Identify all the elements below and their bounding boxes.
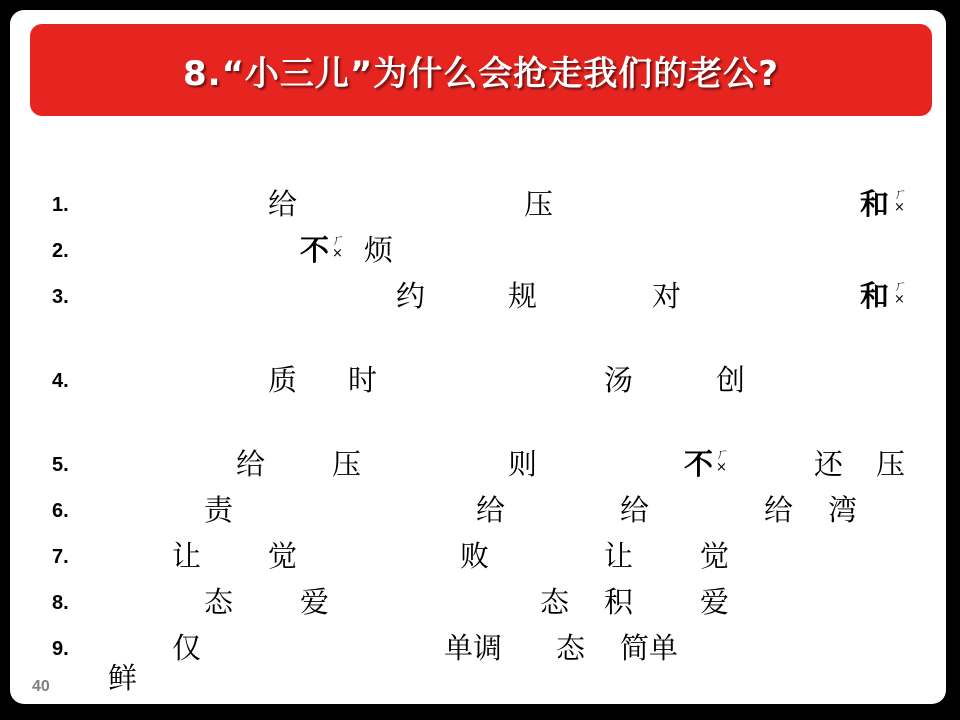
list-char: 态 [204,585,234,619]
list-item [10,358,946,398]
list-char: 让 [172,539,202,573]
list-char: 给 [620,493,650,527]
list-char: 对 [652,279,682,313]
list-char: 不 [300,233,330,267]
list-char: 汤 [604,363,634,397]
glyph-fragment: ㄏ [332,233,346,248]
list-number: 4. [52,370,69,392]
list-number: 7. [52,546,69,568]
list-char: 烦 [364,233,394,267]
page-number: 40 [32,678,50,695]
list-char: 爱 [300,585,330,619]
list-char: 约 [396,279,426,313]
list-char: 觉 [700,539,730,573]
list-char: 觉 [268,539,298,573]
list-number: 2. [52,240,69,262]
list-char: 湾 [828,493,858,527]
slide-title: 8.“小三儿”为什么会抢走我们的老公? [183,53,779,94]
list-item [10,182,946,222]
list-char: 败 [460,539,490,573]
list-char: 压 [524,187,554,221]
list-char: 给 [268,187,298,221]
list-item [10,228,946,268]
glyph-fragment: × [894,200,905,215]
list-char: 态 [556,631,586,665]
glyph-fragment: × [894,292,905,307]
list-item [10,442,946,482]
list-item [10,580,946,620]
list-number: 3. [52,286,69,308]
title-banner [30,24,932,116]
list-char: 爱 [700,585,730,619]
list-char: 给 [236,447,266,481]
list-char: 简单 [620,631,679,665]
list-char: 压 [332,447,362,481]
list-char: 单调 [444,631,503,665]
list-char: 积 [604,585,634,619]
list-char: 创 [716,363,746,397]
list-char: 和 [860,279,890,313]
list-item [10,534,946,574]
list-char: 态 [540,585,570,619]
list-number: 9. [52,638,69,660]
glyph-fragment: ㄏ [716,447,730,462]
list-char: 仅 [172,631,202,665]
list-item [10,274,946,314]
list-char: 责 [204,493,234,527]
glyph-fragment: ㄏ [894,279,908,294]
list-char: 质 [268,363,298,397]
glyph-fragment: ㄏ [894,187,908,202]
list-char: 时 [348,363,378,397]
list-char: 让 [604,539,634,573]
list-char: 规 [508,279,538,313]
list-number: 6. [52,500,69,522]
glyph-fragment: × [716,460,727,475]
list-number: 1. [52,194,69,216]
list-char: 和 [860,187,890,221]
list-char: 给 [476,493,506,527]
list-char: 压 [876,447,906,481]
list-item [10,488,946,528]
list-char: 给 [764,493,794,527]
list-item [10,656,946,696]
glyph-fragment: × [332,246,343,261]
list-number: 5. [52,454,69,476]
list-char: 还 [814,447,844,481]
list-char: 则 [508,447,538,481]
list-char: 不 [684,447,714,481]
list-number: 8. [52,592,69,614]
slide [10,10,946,704]
list-char: 鲜 [108,661,138,695]
